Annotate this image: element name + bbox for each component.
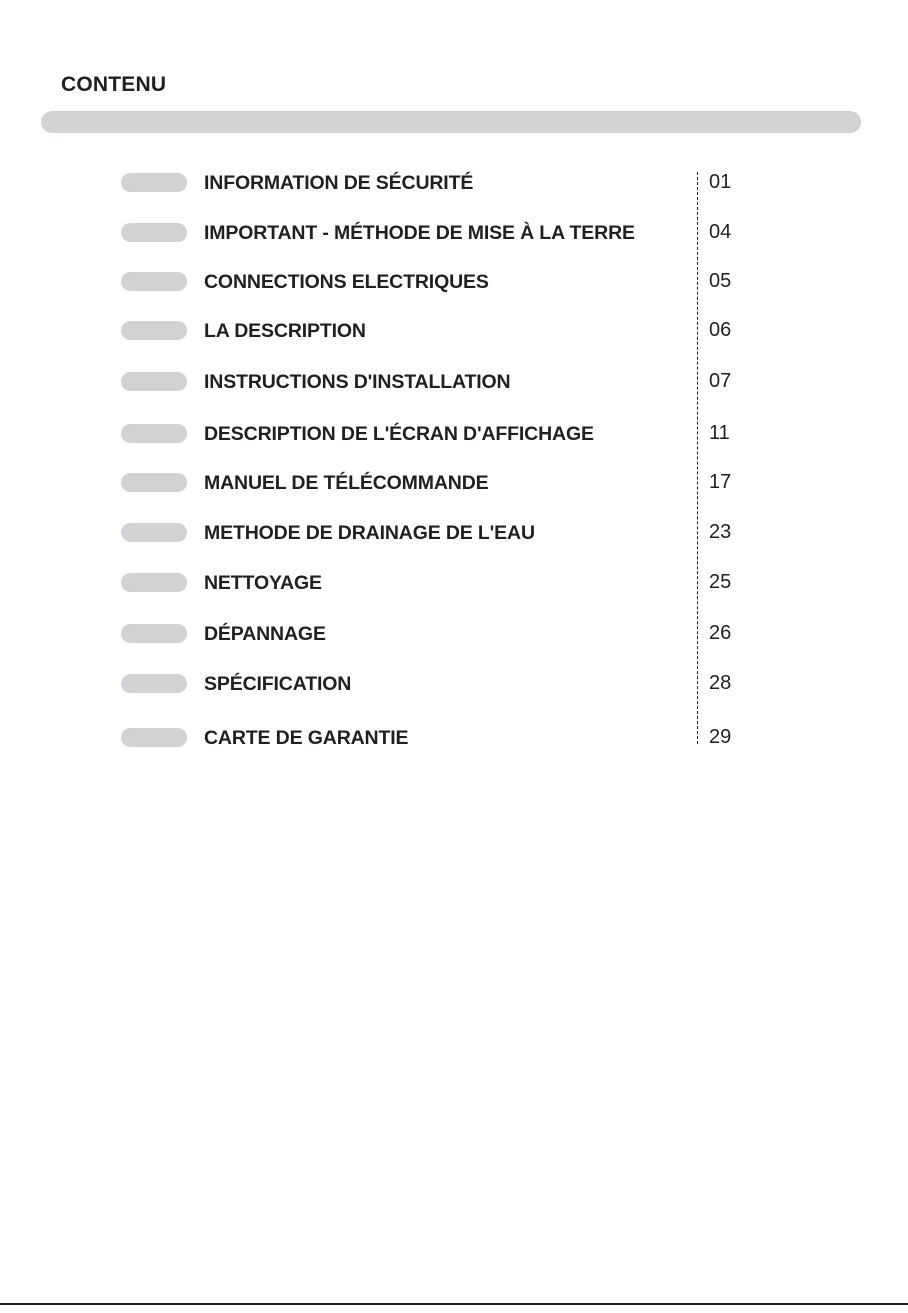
toc-item-page: 25 [709,571,732,593]
toc-item-label: METHODE DE DRAINAGE DE L'EAU [204,522,535,544]
toc-item-telecommande[interactable] [0,472,908,496]
toc-item-connections-electriques[interactable] [0,271,908,295]
dashed-divider [697,172,698,744]
bullet-pill [121,728,187,747]
toc-item-page: 28 [709,672,732,694]
toc-item-label: INFORMATION DE SÉCURITÉ [204,172,474,194]
toc-item-label: IMPORTANT - MÉTHODE DE MISE À LA TERRE [204,222,635,244]
bullet-pill [121,674,187,693]
toc-item-label: CARTE DE GARANTIE [204,727,409,749]
toc-item-label: INSTRUCTIONS D'INSTALLATION [204,371,511,393]
bullet-pill [121,424,187,443]
toc-item-page: 07 [709,370,732,392]
toc-item-label: DÉPANNAGE [204,623,326,645]
toc-item-ecran-affichage[interactable] [0,423,908,447]
bullet-pill [121,173,187,192]
toc-item-label: SPÉCIFICATION [204,673,352,695]
bottom-rule [0,1303,908,1305]
bullet-pill [121,573,187,592]
toc-item-label: NETTOYAGE [204,572,322,594]
toc-item-page: 26 [709,622,732,644]
toc-item-page: 06 [709,319,732,341]
toc-item-specification[interactable] [0,673,908,697]
toc-item-information-de-securite[interactable] [0,172,908,196]
toc-item-label: CONNECTIONS ELECTRIQUES [204,271,489,293]
toc-item-instructions-installation[interactable] [0,371,908,395]
toc-item-nettoyage[interactable] [0,572,908,596]
bullet-pill [121,523,187,542]
toc-item-page: 29 [709,726,732,748]
toc-item-label: DESCRIPTION DE L'ÉCRAN D'AFFICHAGE [204,423,594,445]
toc-item-depannage[interactable] [0,623,908,647]
bullet-pill [121,372,187,391]
bullet-pill [121,473,187,492]
bullet-pill [121,321,187,340]
toc-item-page: 23 [709,521,732,543]
toc-item-page: 04 [709,221,732,243]
toc-item-page: 11 [709,422,730,444]
toc-item-carte-de-garantie[interactable] [0,727,908,751]
toc-item-page: 17 [709,471,732,493]
bullet-pill [121,272,187,291]
toc-item-page: 05 [709,270,732,292]
toc-item-la-description[interactable] [0,320,908,344]
toc-item-drainage[interactable] [0,522,908,546]
bullet-pill [121,624,187,643]
toc-item-label: LA DESCRIPTION [204,320,366,342]
page-title: CONTENU [61,73,167,96]
bullet-pill [121,223,187,242]
toc-item-mise-a-la-terre[interactable] [0,222,908,246]
toc-item-label: MANUEL DE TÉLÉCOMMANDE [204,472,489,494]
toc-item-page: 01 [709,171,732,193]
